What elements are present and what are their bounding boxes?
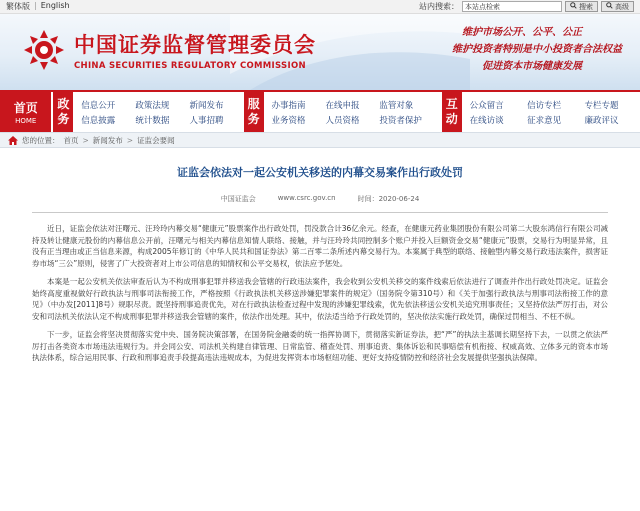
slogans xyxy=(452,24,622,75)
nav-item[interactable]: 办事指南 xyxy=(271,100,306,111)
advanced-search-button[interactable] xyxy=(601,1,634,12)
nav-item[interactable]: 在线访谈 xyxy=(469,115,504,126)
language-switcher xyxy=(6,1,70,12)
site-logo[interactable] xyxy=(22,28,316,72)
search-label: 站内搜索： xyxy=(419,2,459,11)
nav-item[interactable]: 征求意见 xyxy=(527,115,562,126)
nav-home[interactable] xyxy=(0,92,51,132)
breadcrumb-current[interactable]: 证监会要闻 xyxy=(137,135,175,145)
nav-group-service xyxy=(264,92,440,132)
main-nav xyxy=(0,90,640,132)
nav-group-government xyxy=(73,92,241,132)
nav-item[interactable]: 在线申报 xyxy=(325,100,360,111)
english-link[interactable]: English xyxy=(40,1,70,10)
search-button-label: 搜索 xyxy=(579,2,593,11)
site-title-cn: 中国证券监督管理委员会 xyxy=(74,32,316,57)
breadcrumb xyxy=(0,132,640,148)
nav-home-cn: 首页 xyxy=(13,101,38,115)
search-button[interactable] xyxy=(565,1,598,12)
nav-item[interactable]: 专栏专题 xyxy=(584,100,619,111)
separator: | xyxy=(34,1,37,10)
nav-item[interactable]: 新闻发布 xyxy=(189,100,224,111)
search-icon xyxy=(570,2,577,11)
nav-item[interactable]: 投资者保护 xyxy=(379,115,422,126)
site-title-en: CHINA SECURITIES REGULATORY COMMISSION xyxy=(74,61,306,71)
article-title: 证监会依法对一起公安机关移送的内幕交易案作出行政处罚 xyxy=(177,166,463,179)
nav-item[interactable]: 信息公开 xyxy=(81,100,116,111)
article-paragraph: 本案是一起公安机关依法审查后认为不构成刑事犯罪并移送我会管辖的行政违法案件，我会收到公安机关移交的案件线索后依法进行了调查并作出行政处罚决定。证监会始终高度重视做好行政执法与刑事司法衔接工作，严格按照《行政执法机关移送涉嫌犯罪案件的规定》（国务院令第310号）和《关于加强行政执法与刑事司法衔接工作的意见》（中办发[2011]8号）规职尽责。既坚持刑事追责优先，对在行政执法检查过程中发现的涉嫌犯罪线索，优先依法移送公安机关追究刑事责任；又坚持依法严厉打击，对公安和司法机关依法认定不构成刑事犯罪并移送我会管辖的案件，依法作出处理。其中，依法适当给予行政处罚的，坚决依法实施行政处罚，确保过罚相当、不枉不纵。 xyxy=(32,277,608,321)
top-bar xyxy=(0,0,640,14)
breadcrumb-prefix: 您的位置： xyxy=(22,135,60,145)
nav-item[interactable]: 廉政评议 xyxy=(584,115,619,126)
nav-group-interaction xyxy=(462,92,640,132)
nav-item[interactable]: 公众留言 xyxy=(469,100,504,111)
nav-item[interactable]: 业务资格 xyxy=(271,115,306,126)
slogan-3: 促进资本市场健康发展 xyxy=(482,61,582,72)
nav-item[interactable]: 监管对象 xyxy=(379,100,414,111)
nav-item[interactable]: 政策法规 xyxy=(135,100,170,111)
nav-home-en: HOME xyxy=(15,117,37,125)
article xyxy=(0,164,640,364)
breadcrumb-separator: > xyxy=(82,135,89,145)
slogan-1: 维护市场公开、公平、公正 xyxy=(462,27,582,38)
traditional-chinese-link[interactable]: 繁体版 xyxy=(6,2,30,11)
article-source: 中国证监会 xyxy=(220,195,256,203)
header-banner xyxy=(0,14,640,90)
breadcrumb-home[interactable]: 首页 xyxy=(63,135,79,145)
home-icon xyxy=(8,136,18,145)
article-paragraph: 近日，证监会依法对汪曙元、汪玲玲内幕交易“健康元”股票案作出行政处罚，罚没款合计36亿余元。经查，在健康元药业集团股份有限公司第二大股东鸿信行有限公司减持及转让健康元股份的内幕信息公开前，汪曙元与相关内幕信息知情人联络、接触，并与汪玲玲共同控制多个账户并投入巨额资金交易“健康元”股票，交易行为明显异常，且没有正当理由或正当信息来源，构成2005年修订的《中华人民共和国证券法》第二百零二条所述内幕交易行为。本案属于典型的联络、接触型内幕交易行政违法案件，损害证券市场“三公”原则，侵害了广大投资者对上市公司信息的知情权和公平交易权，依法应予惩处。 xyxy=(32,224,608,268)
csrc-emblem-icon xyxy=(22,28,66,72)
nav-item[interactable]: 人员资格 xyxy=(325,115,360,126)
nav-item[interactable]: 统计数据 xyxy=(135,115,170,126)
nav-item[interactable]: 信息披露 xyxy=(81,115,116,126)
slogan-2: 维护投资者特别是中小投资者合法权益 xyxy=(452,44,622,55)
breadcrumb-separator: > xyxy=(126,135,134,145)
search-input[interactable] xyxy=(462,1,562,12)
breadcrumb-news[interactable]: 新闻发布 xyxy=(92,135,123,145)
nav-item[interactable]: 人事招聘 xyxy=(189,115,224,126)
advanced-search-icon xyxy=(606,2,613,11)
article-paragraph: 下一步，证监会将坚决贯彻落实党中央、国务院决策部署，在国务院金融委的统一指挥协调下，贯彻落实新证券法，把“严”的执法主基调长期坚持下去，一以贯之依法严厉打击各类资本市场违法违规行为。并会同公安、司法机关构建自律管理、日常监管、稽查处罚、刑事追责、集体诉讼和民事赔偿有机衔接、权威高效、立体多元的资本市场执法体系，综合运用民事、行政和刑事追责手段提高违法违规成本，为促进发挥资本市场枢纽功能、更好支持疫情防控和经济社会发展提供坚强执法保障。 xyxy=(32,330,608,362)
nav-item[interactable]: 信访专栏 xyxy=(527,100,562,111)
nav-category-interaction: 互 动 xyxy=(442,92,462,132)
article-time: 时间：2020-06-24 xyxy=(357,195,420,203)
article-meta xyxy=(32,194,608,204)
article-url[interactable]: www.csrc.gov.cn xyxy=(277,194,336,202)
advanced-search-label: 高级 xyxy=(615,2,629,11)
divider xyxy=(32,212,608,213)
nav-category-service: 服 务 xyxy=(244,92,264,132)
nav-category-government: 政 务 xyxy=(53,92,73,132)
